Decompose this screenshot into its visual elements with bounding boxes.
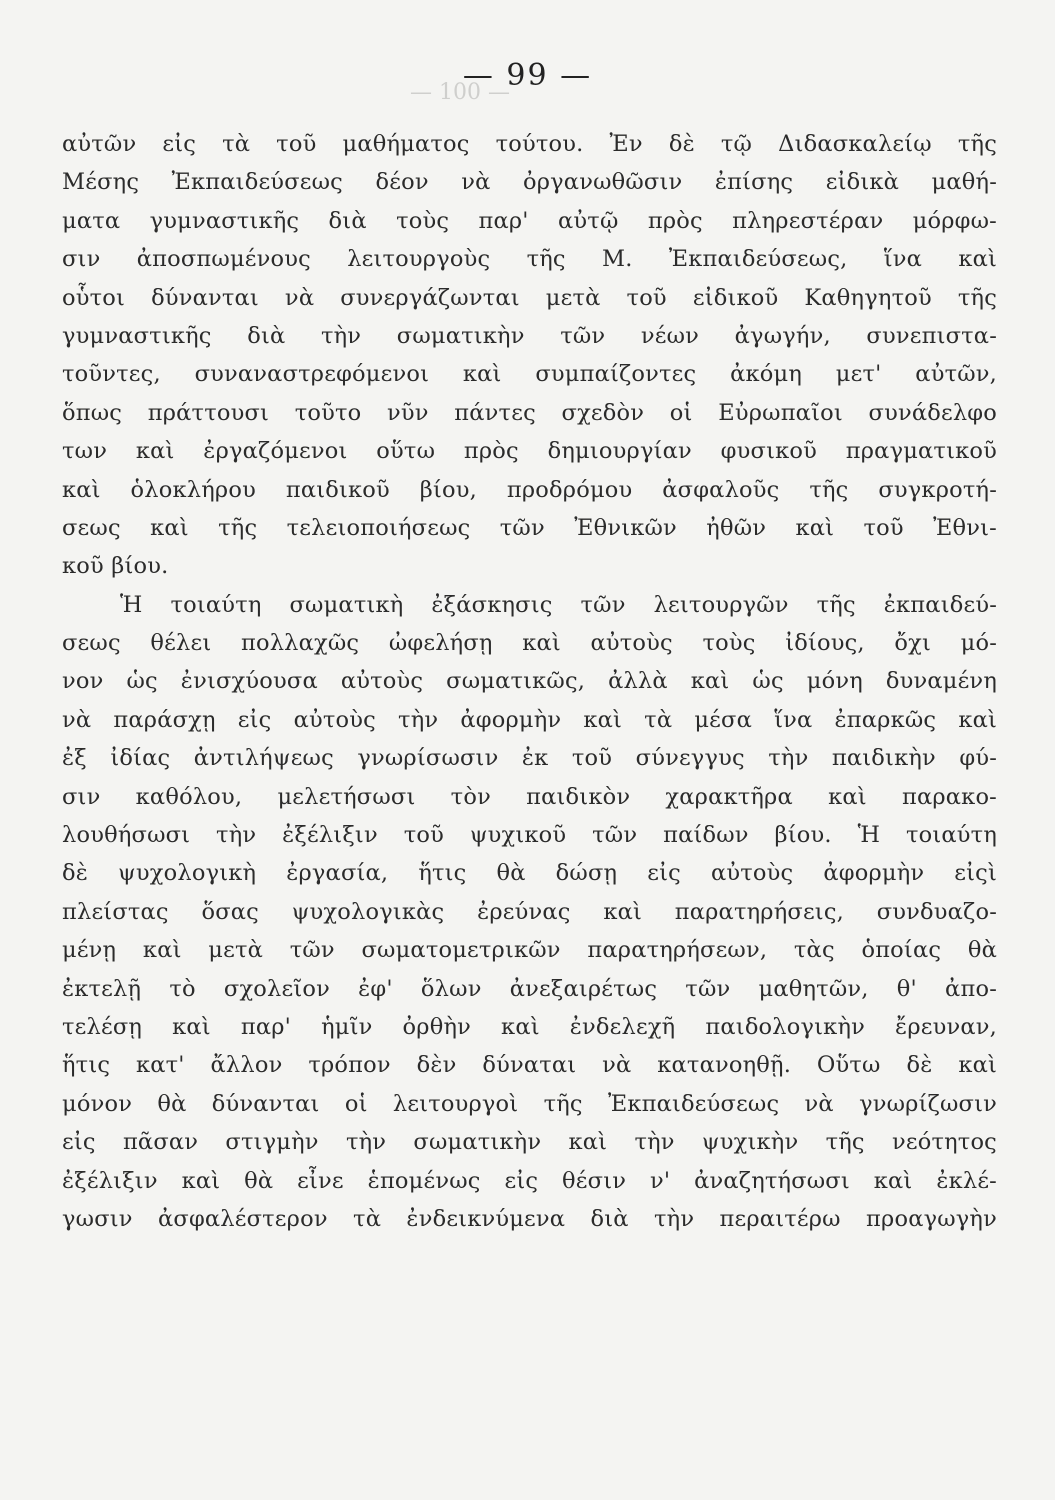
text-line: πλείστας ὅσας ψυχολογικὰς ἐρεύνας καὶ παρατηρήσεις, συνδυαζο- xyxy=(62,898,997,925)
text-line: οὗτοι δύνανται νὰ συνεργάζωνται μετὰ τοῦ εἰδικοῦ Καθηγητοῦ τῆς xyxy=(62,284,997,311)
text-line: καὶ ὁλοκλήρου παιδικοῦ βίου, προδρόμου ἀσφαλοῦς τῆς συγκροτή- xyxy=(62,476,997,503)
text-line: σεως θέλει πολλαχῶς ὠφελήσῃ καὶ αὐτοὺς τοὺς ἰδίους, ὄχι μό- xyxy=(62,630,997,657)
text-line: λουθήσωσι τὴν ἐξέλιξιν τοῦ ψυχικοῦ τῶν παίδων βίου. Ἡ τοιαύτη xyxy=(62,822,997,849)
text-line: τοῦντες, συναναστρεφόμενοι καὶ συμπαίζοντες ἀκόμη μετ' αὐτῶν, xyxy=(62,361,997,388)
text-line: γυμναστικῆς διὰ τὴν σωματικὴν τῶν νέων ἀγωγήν, συνεπιστα- xyxy=(62,322,997,349)
text-line: κοῦ βίου. xyxy=(62,553,169,580)
text-line: αὐτῶν εἰς τὰ τοῦ μαθήματος τούτου. Ἐν δὲ τῷ Διδασκαλείῳ τῆς xyxy=(62,131,997,157)
text-line: μόνον θὰ δύνανται οἱ λειτουργοὶ τῆς Ἐκπαιδεύσεως νὰ γνωρίζωσιν xyxy=(62,1090,997,1117)
text-line: ἥτις κατ' ἄλλον τρόπον δὲν δύναται νὰ κατανοηθῇ. Οὕτω δὲ καὶ xyxy=(62,1052,997,1079)
text-line: σιν ἀποσπωμένους λειτουργοὺς τῆς Μ. Ἐκπαιδεύσεως, ἵνα καὶ xyxy=(62,246,997,273)
text-line: ὅπως πράττουσι τοῦτο νῦν πάντες σχεδὸν οἱ Εὐρωπαῖοι συνάδελφο xyxy=(62,399,997,426)
text-line: εἰς πᾶσαν στιγμὴν τὴν σωματικὴν καὶ τὴν ψυχικὴν τῆς νεότητος xyxy=(62,1129,997,1156)
text-line: ματα γυμναστικῆς διὰ τοὺς παρ' αὐτῷ πρὸς πληρεστέραν μόρφω- xyxy=(62,207,997,234)
body-text xyxy=(62,125,997,1238)
page-number: — 99 — xyxy=(462,58,593,93)
text-line: τελέσῃ καὶ παρ' ἡμῖν ὀρθὴν καὶ ἐνδελεχῆ παιδολογικὴν ἔρευναν, xyxy=(62,1013,997,1040)
text-line: σεως καὶ τῆς τελειοποιήσεως τῶν Ἐθνικῶν ἠθῶν καὶ τοῦ Ἐθνι- xyxy=(62,514,997,541)
text-line: των καὶ ἐργαζόμενοι οὕτω πρὸς δημιουργίαν φυσικοῦ πραγματικοῦ xyxy=(62,438,997,465)
text-line: νον ὡς ἐνισχύουσα αὐτοὺς σωματικῶς, ἀλλὰ καὶ ὡς μόνη δυναμένη xyxy=(62,668,997,695)
text-line: σιν καθόλου, μελετήσωσι τὸν παιδικὸν χαρακτῆρα καὶ παρακο- xyxy=(62,783,997,810)
text-line: δὲ ψυχολογικὴ ἐργασία, ἥτις θὰ δώσῃ εἰς αὐτοὺς ἀφορμὴν εἰςὶ xyxy=(62,860,997,887)
text-line: μένῃ καὶ μετὰ τῶν σωματομετρικῶν παρατηρήσεων, τὰς ὁποίας θὰ xyxy=(62,937,997,964)
text-line-paragraph-start: Ἡ τοιαύτη σωματικὴ ἐξάσκησις τῶν λειτουργῶν τῆς ἐκπαιδεύ- xyxy=(120,591,997,618)
text-line: ἐξέλιξιν καὶ θὰ εἶνε ἑπομένως εἰς θέσιν ν' ἀναζητήσωσι καὶ ἐκλέ- xyxy=(62,1167,997,1194)
text-line: ἐκτελῇ τὸ σχολεῖον ἐφ' ὅλων ἀνεξαιρέτως τῶν μαθητῶν, θ' ἀπο- xyxy=(62,975,997,1002)
bleed-through-page-number: — 100 — xyxy=(410,80,510,105)
text-line: Μέσης Ἐκπαιδεύσεως δέον νὰ ὀργανωθῶσιν ἐπίσης εἰδικὰ μαθή- xyxy=(62,169,997,196)
text-line: νὰ παράσχῃ εἰς αὐτοὺς τὴν ἀφορμὴν καὶ τὰ μέσα ἵνα ἐπαρκῶς καὶ xyxy=(62,706,997,733)
text-line: ἐξ ἰδίας ἀντιλήψεως γνωρίσωσιν ἐκ τοῦ σύνεγγυς τὴν παιδικὴν φύ- xyxy=(62,745,997,772)
text-line: γωσιν ἀσφαλέστερον τὰ ἐνδεικνύμενα διὰ τὴν περαιτέρω προαγωγὴν xyxy=(62,1205,997,1232)
